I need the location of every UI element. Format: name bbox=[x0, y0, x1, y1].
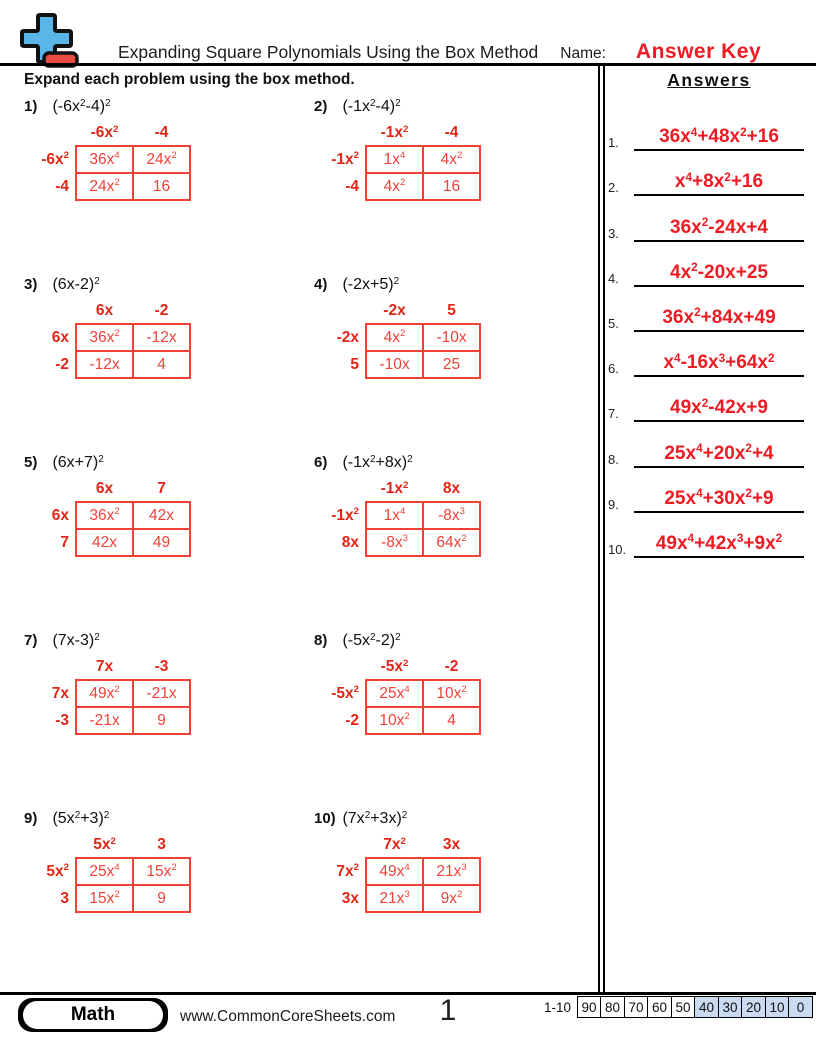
answer-value: $25x^4+20x^2+4$ bbox=[634, 443, 804, 468]
box-method-table bbox=[320, 475, 481, 557]
box-col-header: 7x bbox=[95, 658, 114, 675]
problem-expression: $(6x+7)^2$ bbox=[52, 453, 104, 471]
box-row-header: 6x bbox=[51, 328, 69, 346]
box-row-header: $-1x^2$ bbox=[331, 150, 359, 168]
problem bbox=[24, 454, 314, 632]
box-method-table bbox=[30, 297, 191, 379]
box-method-table bbox=[320, 119, 481, 201]
problem-head bbox=[24, 98, 314, 116]
problem-expression: $(-2x+5)^2$ bbox=[342, 275, 400, 293]
problem-number: 8) bbox=[314, 632, 328, 649]
problem-number: 9) bbox=[24, 810, 38, 827]
box-row-header: -2 bbox=[55, 355, 69, 373]
header bbox=[118, 40, 761, 64]
box-col-header: 3x bbox=[442, 836, 461, 853]
answer-number: 8. bbox=[608, 451, 619, 467]
answer-row bbox=[608, 513, 810, 558]
box-cell: $25x^4$ bbox=[76, 858, 133, 885]
website-url: www.CommonCoreSheets.com bbox=[180, 1008, 396, 1025]
box-cell: 4 bbox=[423, 707, 480, 734]
problem-head bbox=[314, 98, 590, 116]
box-col-header: $-6x^2$ bbox=[90, 123, 119, 141]
answer-value: $4x^2-20x+25$ bbox=[634, 262, 804, 287]
answer-value: $36x^2+84x+49$ bbox=[634, 307, 804, 332]
problem-number: 3) bbox=[24, 276, 38, 293]
score-cell: 90 bbox=[577, 996, 602, 1018]
box-cell: 9 bbox=[133, 885, 190, 912]
box-corner bbox=[320, 653, 366, 680]
problem-head bbox=[24, 276, 314, 294]
box-row-header: 7 bbox=[60, 533, 69, 551]
problem bbox=[314, 454, 590, 632]
box-cell: $-8x^3$ bbox=[366, 529, 423, 556]
problem bbox=[24, 98, 314, 276]
answer-row bbox=[608, 468, 810, 513]
answer-number: 7. bbox=[608, 406, 619, 422]
box-corner bbox=[30, 831, 76, 858]
answer-number: 5. bbox=[608, 315, 619, 331]
problem-number: 7) bbox=[24, 632, 38, 649]
box-method-table bbox=[30, 831, 191, 913]
answer-value: $x^4+8x^2+16$ bbox=[634, 171, 804, 196]
box-col-header: -4 bbox=[154, 124, 169, 141]
subject-badge-label: Math bbox=[23, 1001, 163, 1029]
box-corner bbox=[320, 119, 366, 146]
answer-number: 4. bbox=[608, 270, 619, 286]
box-row-header: $-5x^2$ bbox=[331, 684, 359, 702]
box-cell: $25x^4$ bbox=[366, 680, 423, 707]
problem-head bbox=[24, 454, 314, 472]
box-cell: $-8x^3$ bbox=[423, 502, 480, 529]
box-cell: $21x^3$ bbox=[423, 858, 480, 885]
box-col-header: $-5x^2$ bbox=[380, 657, 409, 675]
answer-number: 6. bbox=[608, 361, 619, 377]
answer-value: $x^4-16x^3+64x^2$ bbox=[634, 352, 804, 377]
box-cell: 4 bbox=[133, 351, 190, 378]
box-cell: $4x^2$ bbox=[423, 146, 480, 173]
score-strip bbox=[544, 996, 813, 1018]
box-cell: $36x^2$ bbox=[76, 324, 133, 351]
problem-head bbox=[24, 810, 314, 828]
instruction-text: Expand each problem using the box method. bbox=[24, 71, 355, 88]
box-row-header: 5 bbox=[350, 355, 359, 373]
problem bbox=[314, 276, 590, 454]
box-cell: $24x^2$ bbox=[76, 173, 133, 200]
box-cell: $49x^4$ bbox=[366, 858, 423, 885]
page-title: Expanding Square Polynomials Using the Box Method bbox=[118, 42, 539, 62]
box-cell: -10x bbox=[423, 324, 480, 351]
answer-number: 2. bbox=[608, 180, 619, 196]
answer-row bbox=[608, 422, 810, 467]
answer-number: 1. bbox=[608, 135, 619, 151]
problem-number: 1) bbox=[24, 98, 38, 115]
answer-value: $36x^2-24x+4$ bbox=[634, 217, 804, 242]
box-row-header: -2 bbox=[345, 711, 359, 729]
box-col-header: 8x bbox=[442, 480, 461, 497]
box-col-header: 6x bbox=[95, 302, 114, 319]
box-corner bbox=[30, 119, 76, 146]
box-cell: 49 bbox=[133, 529, 190, 556]
name-label: Name: bbox=[560, 45, 606, 62]
box-cell: $49x^2$ bbox=[76, 680, 133, 707]
column-divider bbox=[598, 66, 605, 993]
problem-head bbox=[314, 454, 590, 472]
box-cell: $36x^2$ bbox=[76, 502, 133, 529]
problem-expression: $(5x^2+3)^2$ bbox=[52, 809, 110, 827]
box-method-table bbox=[320, 297, 481, 379]
box-corner bbox=[320, 297, 366, 324]
problem-number: 6) bbox=[314, 454, 328, 471]
box-cell: $15x^2$ bbox=[76, 885, 133, 912]
box-cell: 42x bbox=[133, 502, 190, 529]
box-cell: $9x^2$ bbox=[423, 885, 480, 912]
answers-column bbox=[608, 70, 810, 558]
box-cell: $1x^4$ bbox=[366, 146, 423, 173]
answer-value: $25x^4+30x^2+9$ bbox=[634, 488, 804, 513]
problem-expression: $(6x-2)^2$ bbox=[52, 275, 100, 293]
score-cell: 60 bbox=[647, 996, 672, 1018]
box-col-header: $-1x^2$ bbox=[380, 479, 409, 497]
box-row-header: $-6x^2$ bbox=[41, 150, 69, 168]
problem-head bbox=[314, 632, 590, 650]
box-corner bbox=[30, 297, 76, 324]
answer-row bbox=[608, 332, 810, 377]
box-cell: $4x^2$ bbox=[366, 324, 423, 351]
answer-row bbox=[608, 106, 810, 151]
box-col-header: -3 bbox=[154, 658, 169, 675]
header-divider bbox=[0, 63, 816, 66]
problem bbox=[24, 632, 314, 810]
score-cell: 30 bbox=[718, 996, 743, 1018]
box-method-table bbox=[320, 831, 481, 913]
answer-value: $36x^4+48x^2+16$ bbox=[634, 126, 804, 151]
box-cell: $1x^4$ bbox=[366, 502, 423, 529]
box-col-header: -2x bbox=[383, 302, 406, 319]
problem bbox=[24, 276, 314, 454]
box-cell: -12x bbox=[133, 324, 190, 351]
problem bbox=[314, 810, 590, 988]
box-cell: $21x^3$ bbox=[366, 885, 423, 912]
answer-row bbox=[608, 151, 810, 196]
answer-number: 3. bbox=[608, 225, 619, 241]
problem-number: 10) bbox=[314, 810, 336, 827]
box-col-header: -2 bbox=[444, 658, 459, 675]
problem-head bbox=[314, 810, 590, 828]
box-row-header: 6x bbox=[51, 506, 69, 524]
box-row-header: 7x bbox=[51, 684, 69, 702]
box-corner bbox=[320, 475, 366, 502]
box-cell: $64x^2$ bbox=[423, 529, 480, 556]
answer-number: 9. bbox=[608, 496, 619, 512]
score-range-label: 1-10 bbox=[543, 999, 571, 1015]
problem-expression: $(-6x^2-4)^2$ bbox=[52, 97, 111, 115]
box-corner bbox=[30, 475, 76, 502]
box-corner bbox=[30, 653, 76, 680]
box-row-header: $7x^2$ bbox=[336, 862, 359, 880]
problem bbox=[24, 810, 314, 988]
box-row-header: $-1x^2$ bbox=[331, 506, 359, 524]
problems-grid bbox=[24, 98, 594, 988]
box-cell: $10x^2$ bbox=[366, 707, 423, 734]
box-cell: $4x^2$ bbox=[366, 173, 423, 200]
answers-list bbox=[608, 106, 810, 558]
plus-minus-logo-icon bbox=[15, 10, 79, 77]
problem-number: 5) bbox=[24, 454, 38, 471]
box-col-header: -4 bbox=[444, 124, 459, 141]
box-row-header: 3x bbox=[341, 889, 359, 907]
box-method-table bbox=[30, 653, 191, 735]
problem bbox=[314, 632, 590, 810]
box-col-header: $-1x^2$ bbox=[380, 123, 409, 141]
box-row-header: $5x^2$ bbox=[46, 862, 69, 880]
problem-number: 2) bbox=[314, 98, 328, 115]
problem-expression: $(7x^2+3x)^2$ bbox=[342, 809, 408, 827]
box-method-table bbox=[320, 653, 481, 735]
answer-key-label: Answer Key bbox=[635, 40, 762, 63]
box-row-header: -2x bbox=[336, 328, 359, 346]
box-row-header: 3 bbox=[60, 889, 69, 907]
problem-head bbox=[314, 276, 590, 294]
answer-row bbox=[608, 377, 810, 422]
score-cell: 10 bbox=[765, 996, 790, 1018]
box-cell: -21x bbox=[133, 680, 190, 707]
box-col-header: 6x bbox=[95, 480, 114, 497]
box-cell: 16 bbox=[133, 173, 190, 200]
box-method-table bbox=[30, 119, 191, 201]
score-cell: 40 bbox=[694, 996, 719, 1018]
box-row-header: 8x bbox=[341, 533, 359, 551]
answer-row bbox=[608, 196, 810, 241]
box-cell: $36x^4$ bbox=[76, 146, 133, 173]
answer-row bbox=[608, 287, 810, 332]
box-cell: 9 bbox=[133, 707, 190, 734]
answer-row bbox=[608, 242, 810, 287]
box-col-header: 3 bbox=[157, 836, 166, 853]
score-cell: 70 bbox=[624, 996, 649, 1018]
page-number: 1 bbox=[439, 994, 457, 1027]
box-corner bbox=[320, 831, 366, 858]
box-row-header: -4 bbox=[55, 177, 69, 195]
box-cell: 42x bbox=[76, 529, 133, 556]
box-cell: $15x^2$ bbox=[133, 858, 190, 885]
problem-expression: $(7x-3)^2$ bbox=[52, 631, 100, 649]
box-method-table bbox=[30, 475, 191, 557]
box-col-header: $7x^2$ bbox=[383, 835, 406, 853]
problem bbox=[314, 98, 590, 276]
box-row-header: -3 bbox=[55, 711, 69, 729]
box-col-header: 7 bbox=[157, 480, 166, 497]
problem-number: 4) bbox=[314, 276, 328, 293]
problem-expression: $(-1x^2-4)^2$ bbox=[342, 97, 401, 115]
score-cell: 0 bbox=[788, 996, 813, 1018]
subject-badge bbox=[18, 998, 168, 1032]
answer-value: $49x^2-42x+9$ bbox=[634, 397, 804, 422]
score-cell: 50 bbox=[671, 996, 696, 1018]
box-cell: $24x^2$ bbox=[133, 146, 190, 173]
box-cell: -10x bbox=[366, 351, 423, 378]
score-cell: 80 bbox=[600, 996, 625, 1018]
box-row-header: -4 bbox=[345, 177, 359, 195]
box-col-header: 5 bbox=[447, 302, 456, 319]
problem-expression: $(-1x^2+8x)^2$ bbox=[342, 453, 413, 471]
box-col-header: -2 bbox=[154, 302, 169, 319]
problem-head bbox=[24, 632, 314, 650]
score-cells bbox=[578, 996, 813, 1018]
answers-title: Answers bbox=[667, 70, 751, 90]
score-cell: 20 bbox=[741, 996, 766, 1018]
problem-expression: $(-5x^2-2)^2$ bbox=[342, 631, 401, 649]
box-cell: 16 bbox=[423, 173, 480, 200]
box-cell: -12x bbox=[76, 351, 133, 378]
box-cell: -21x bbox=[76, 707, 133, 734]
box-col-header: $5x^2$ bbox=[93, 835, 116, 853]
box-cell: $10x^2$ bbox=[423, 680, 480, 707]
box-cell: 25 bbox=[423, 351, 480, 378]
answer-number: 10. bbox=[608, 541, 627, 557]
answer-value: $49x^4+42x^3+9x^2$ bbox=[634, 533, 804, 558]
